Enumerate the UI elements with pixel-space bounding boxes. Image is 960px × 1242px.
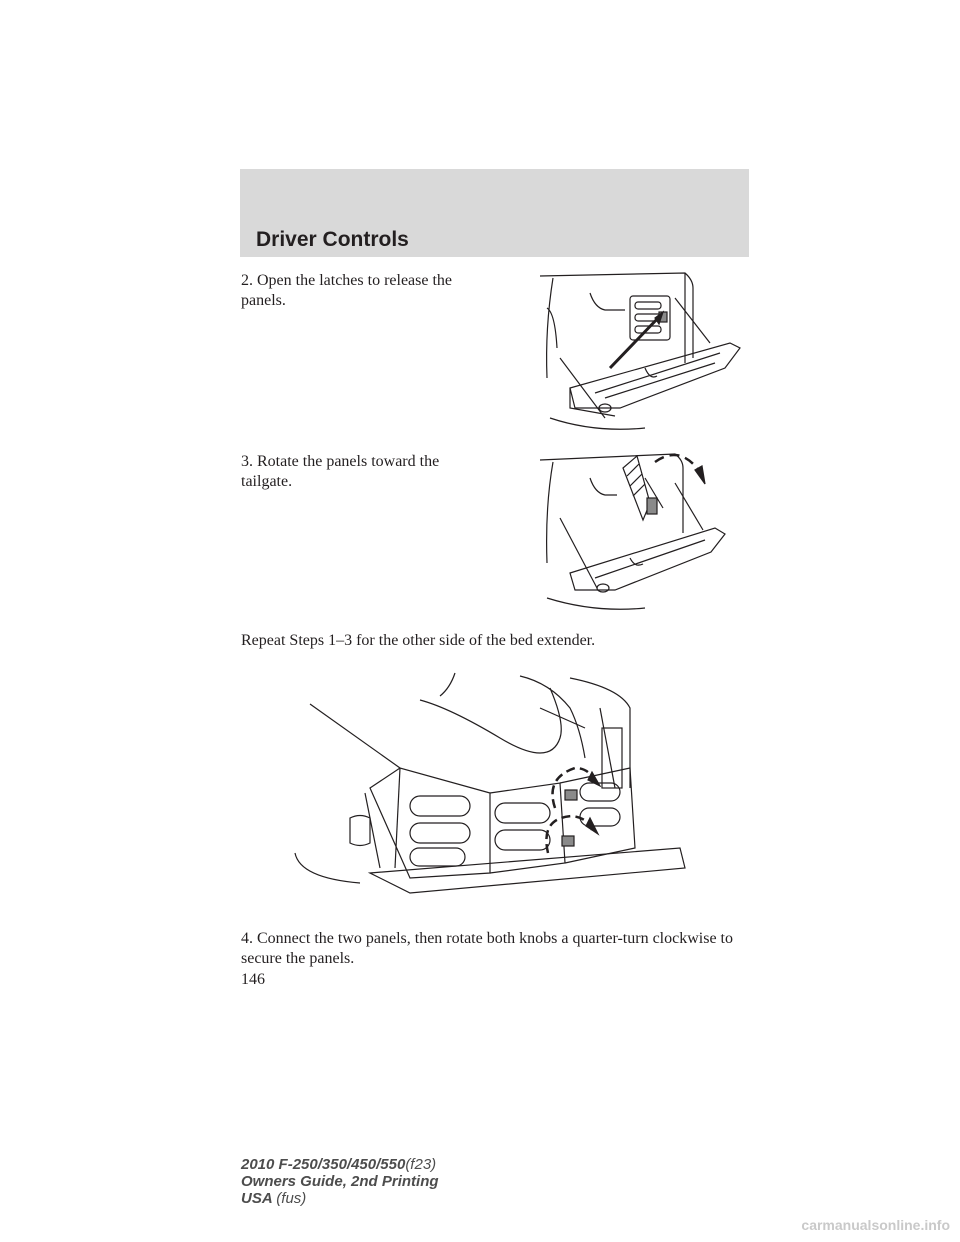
figure-rotate-panels <box>535 448 745 613</box>
figure-connect-panels <box>290 668 710 898</box>
page-number: 146 <box>241 971 265 988</box>
footer-line-3 <box>241 1190 439 1207</box>
figure-open-latches <box>535 268 745 438</box>
step-2-text: 2. Open the latches to release the panels. <box>241 272 453 309</box>
document-footer <box>241 1156 439 1207</box>
footer-model: 2010 F-250/350/450/550 <box>241 1156 406 1173</box>
footer-region: USA <box>241 1190 273 1207</box>
footer-code-3: (fus) <box>276 1190 307 1207</box>
step-4-text: 4. Connect the two panels, then rotate both knobs a quarter-turn clockwise to secure the panels. <box>241 930 733 967</box>
section-title: Driver Controls <box>256 228 409 251</box>
footer-line-2: Owners Guide, 2nd Printing <box>241 1173 439 1190</box>
repeat-steps-text: Repeat Steps 1–3 for the other side of the bed extender. <box>241 632 596 649</box>
step-3-text: 3. Rotate the panels toward the tailgate. <box>241 453 440 490</box>
watermark: carmanualsonline.info <box>801 1217 950 1233</box>
footer-code-1: (f23) <box>405 1156 437 1173</box>
footer-line-1 <box>241 1156 439 1173</box>
